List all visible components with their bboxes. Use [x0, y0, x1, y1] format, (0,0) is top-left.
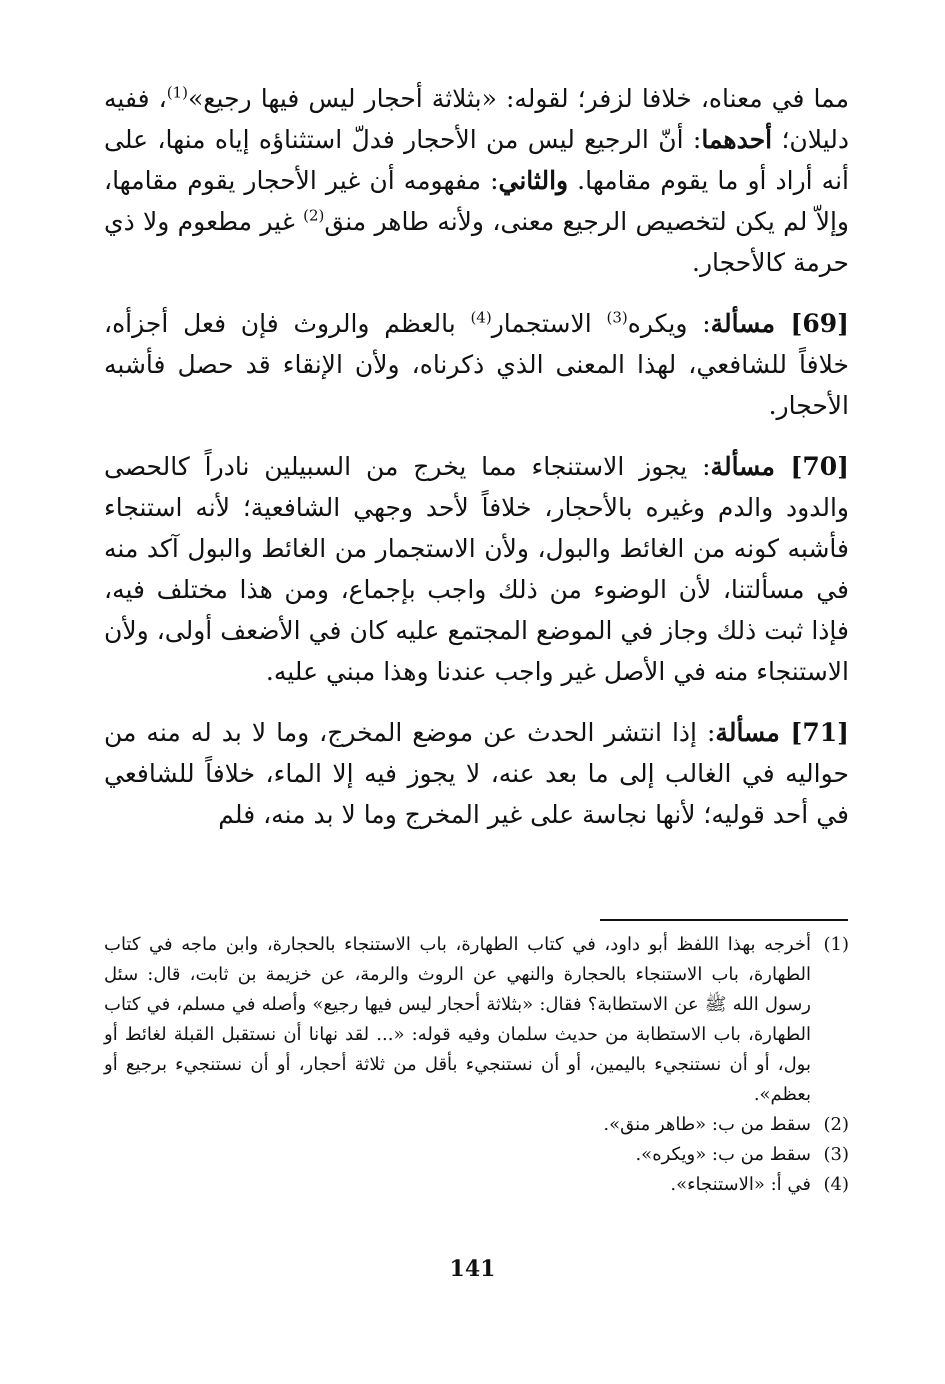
- text-run: مما في معناه، خلافا لزفر؛ لقوله: «بثلاثة أحجار ليس فيها رجيع»: [187, 84, 849, 113]
- footnote-mark: (2): [823, 1114, 849, 1135]
- issue-label: مسألة: [710, 452, 791, 481]
- paragraph-issue-70: [104, 446, 849, 692]
- footnote-ref-2[interactable]: (2): [303, 206, 325, 225]
- keyword-second: والثاني: [498, 166, 569, 195]
- footnote-mark: (4): [823, 1174, 849, 1195]
- footnote-1: [104, 930, 849, 1110]
- text-run: غير مطعوم ولا ذي حرمة كالأحجار.: [104, 207, 849, 277]
- footnote-mark: (3): [823, 1144, 849, 1165]
- paragraph-1: [104, 78, 849, 283]
- paragraph-issue-71: [104, 712, 849, 835]
- footnote-ref-1[interactable]: (1): [166, 83, 188, 102]
- issue-number: [71]: [790, 718, 849, 747]
- footnote-ref-4[interactable]: (4): [470, 308, 492, 327]
- footnote-mark: (1): [823, 934, 849, 955]
- footnote-3: [104, 1140, 849, 1170]
- footnote-2: [104, 1110, 849, 1140]
- footnote-text: سقط من ب: «طاهر منق».: [603, 1114, 811, 1135]
- text-run: ، ففيه دليلان؛: [104, 84, 849, 154]
- text-run: : أنّ الرجيع ليس من الأحجار فدلّ استثناؤه إياه منها، على أنه أراد أو ما يقوم مقامها.: [104, 125, 849, 195]
- page-number: 141: [449, 1256, 496, 1282]
- keyword-first: أحدهما: [701, 125, 773, 154]
- issue-number: [69]: [790, 309, 849, 338]
- text-run: : يجوز الاستنجاء مما يخرج من السبيلين نادراً كالحصى والدود والدم وغيره بالأحجار، خلافاً لأحد وجهي الشافعية؛ لأنه استنجاء فأشبه كونه من الغائط والبول، ولأن الاستجمار من الغائط والبول آكد منه في مسألتنا، لأن الوضوء من ذلك واجب بإجماع، ومن هذا مختلف فيه، فإذا ثبت ذلك وجاز في الموضع المجتمع عليه كان في الأضعف أولى، ولأن الاستنجاء منه في الأصل غير واجب عندنا وهذا مبني عليه.: [104, 452, 849, 686]
- footnote-text: في أ: «الاستنجاء».: [670, 1174, 811, 1195]
- text-run: : ويكره: [627, 309, 711, 338]
- paragraph-issue-69: [104, 303, 849, 426]
- main-text: [104, 78, 849, 855]
- footnotes: [104, 930, 849, 1200]
- footnote-text: أخرجه بهذا اللفظ أبو داود، في كتاب الطهارة، باب الاستنجاء بالحجارة، وابن ماجه في كتاب الطهارة، باب الاستنجاء بالحجارة والنهي عن الروث والرمة، عن خزيمة بن ثابت، قال: سئل رسول الله ﷺ عن الاستطابة؟ فقال: «بثلاثة أحجار ليس فيها رجيع» وأصله في مسلم، في كتاب الطهارة، باب الاستطابة من حديث سلمان وفيه قوله: «... لقد نهانا أن نستقبل القبلة لغائط أو بول، أو أن نستنجيء باليمين، أو أن نستنجيء بأقل من ثلاثة أحجار، أو أن نستنجيء برجيع أو بعظم».: [104, 934, 811, 1105]
- text-run: : مفهومه أن غير الأحجار يقوم مقامها، وإلاّ لم يكن لتخصيص الرجيع معنى، ولأنه طاهر منق: [104, 166, 849, 236]
- text-run: : إذا انتشر الحدث عن موضع المخرج، وما لا بد له منه من حواليه في الغالب إلى ما بعد عنه، لا يجوز فيه إلا الماء، خلافاً للشافعي في أحد قوليه؛ لأنها نجاسة على غير المخرج وما لا بد منه، فلم: [104, 718, 849, 829]
- text-run: الاستجمار: [491, 309, 607, 338]
- issue-number: [70]: [790, 452, 849, 481]
- footnote-ref-3[interactable]: (3): [606, 308, 628, 327]
- issue-label: مسألة: [715, 718, 791, 747]
- issue-label: مسألة: [710, 309, 791, 338]
- footnote-divider: [600, 919, 848, 921]
- footnote-4: [104, 1170, 849, 1200]
- text-run: بالعظم والروث فإن فعل أجزأه، خلافاً للشافعي، لهذا المعنى الذي ذكرناه، ولأن الإنقاء قد حصل فأشبه الأحجار.: [104, 309, 849, 420]
- footnote-text: سقط من ب: «ويكره».: [635, 1144, 811, 1165]
